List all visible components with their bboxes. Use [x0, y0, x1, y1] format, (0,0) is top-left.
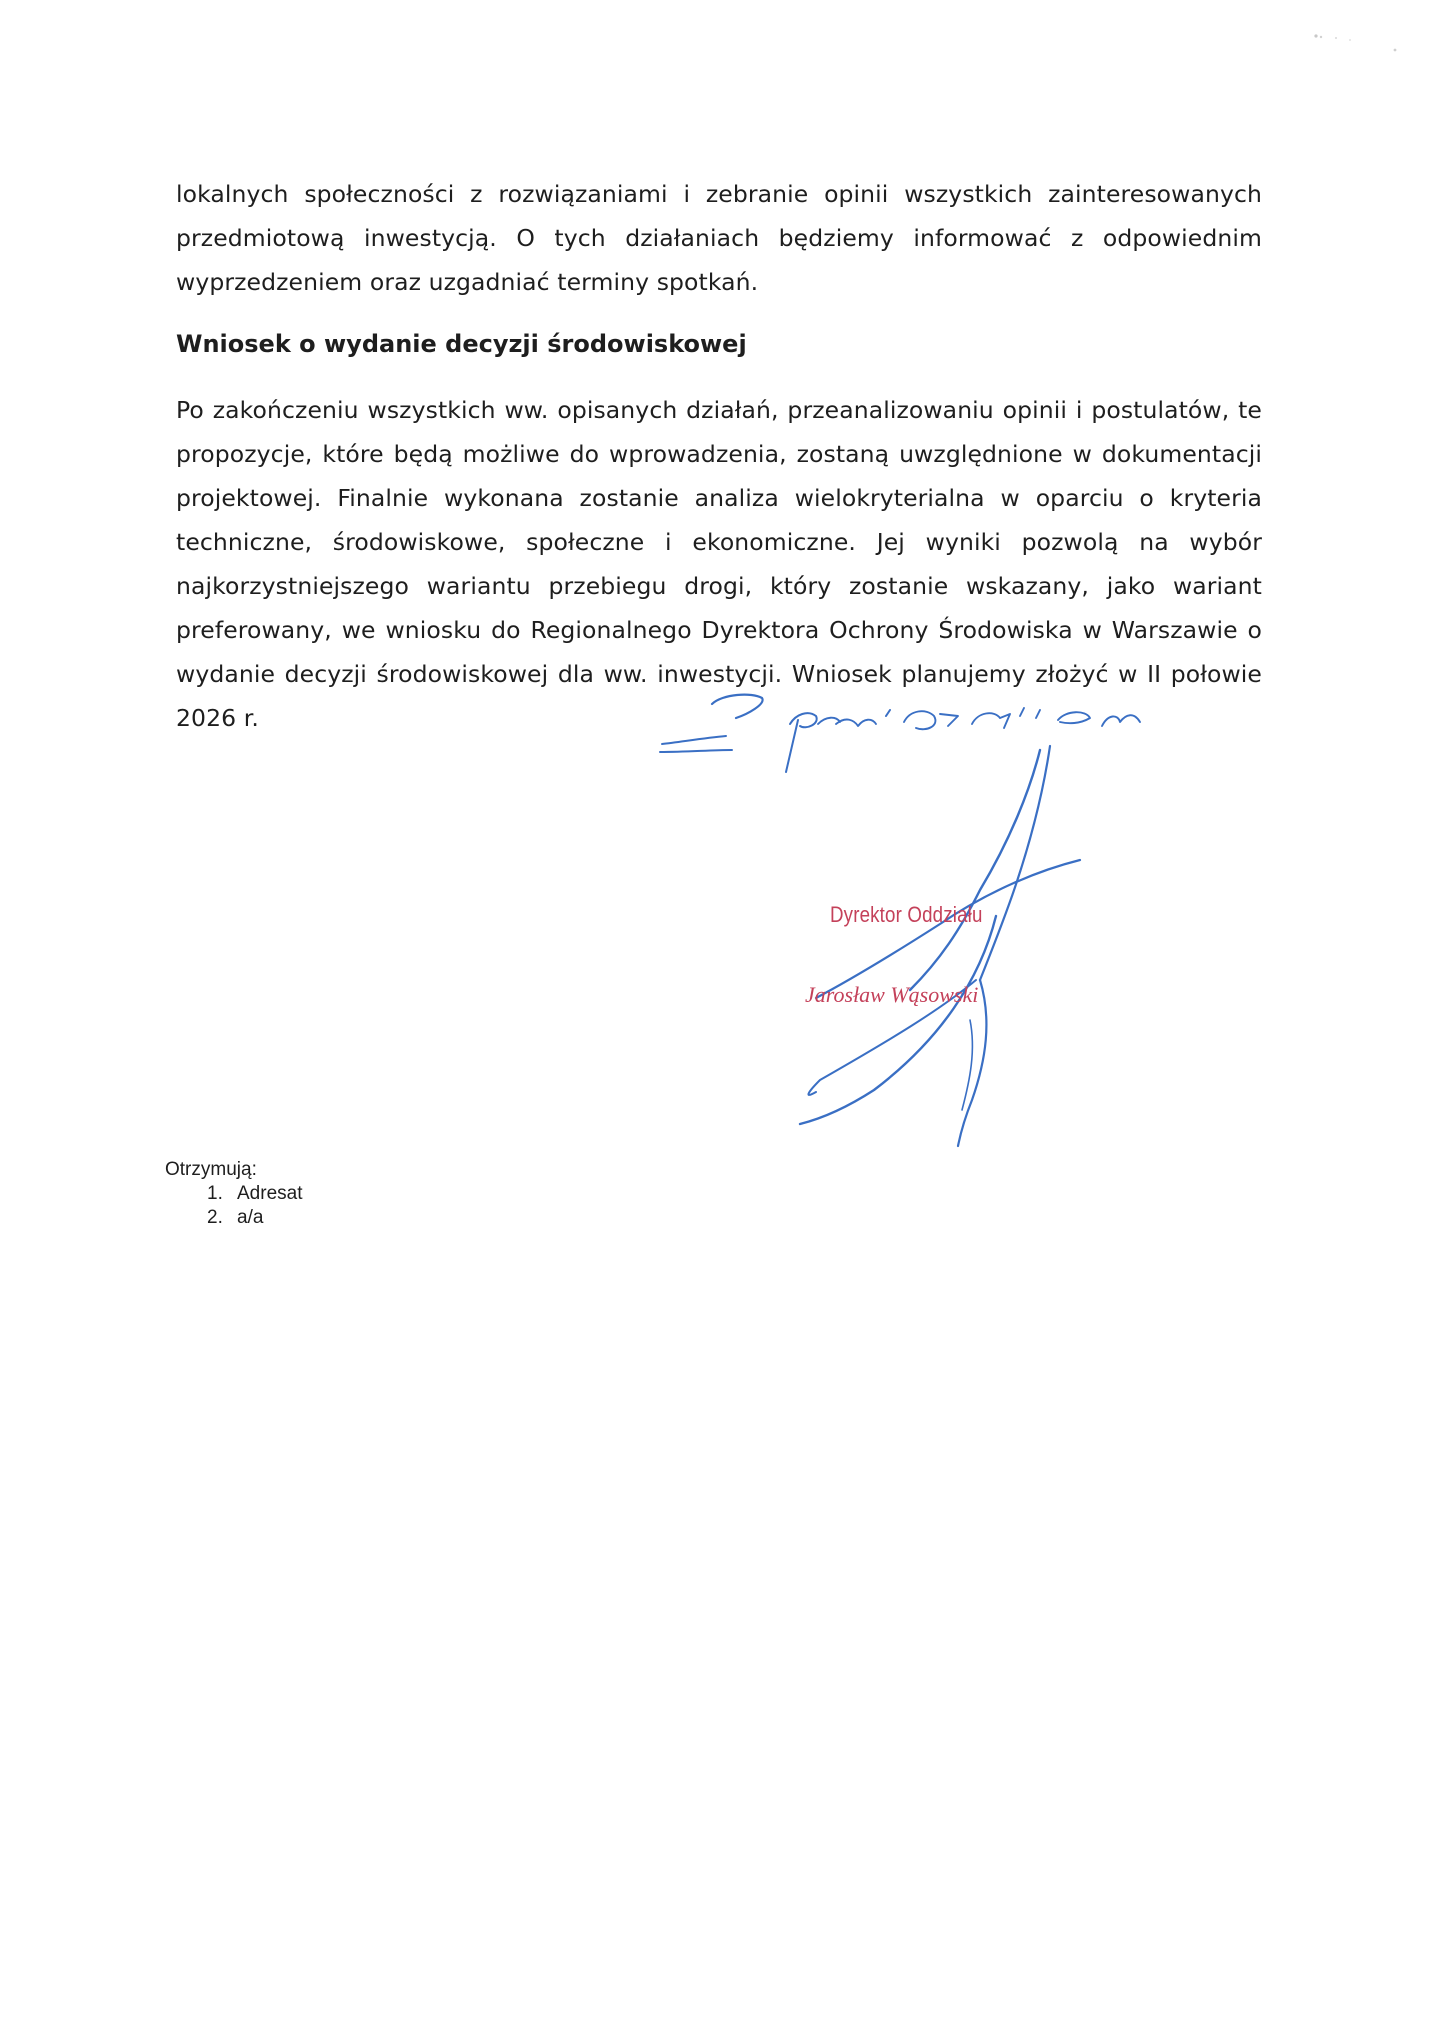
stamp-title: Dyrektor Oddziału — [830, 902, 983, 927]
list-item-number: 2. — [207, 1207, 223, 1228]
list-item-label: Adresat — [237, 1183, 303, 1204]
paragraph-consultations: lokalnych społeczności z rozwiązaniami i zebranie opinii wszystkich zainteresowanych przedmiotową inwestycją. O tych działaniach będziemy informować z odpowiednim wyprzedzeniem oraz uzgadniać terminy spotkań. — [176, 179, 1262, 296]
stamp-name: Jarosław Wąsowski — [805, 982, 979, 1007]
recipients-block — [165, 1158, 302, 1230]
paragraph-environmental-decision: Po zakończeniu wszystkich ww. opisanych działań, przeanalizowaniu opinii i postulatów, te propozycje, które będą możliwe do wprowadzenia, zostaną uwzględnione w dokumentacji projektowej. Finalnie wykonana zostanie analiza wielokryterialna w oparciu o kryteria techniczne, środowiskowe, społeczne i ekonomiczne. Jej wyniki pozwolą na wybór najkorzystniejszego wariantu przebiegu drogi, który zostanie wskazany, jako wariant preferowany, we wniosku do Regionalnego Dyrektora Ochrony Środowiska w Warszawie o wydanie decyzji środowiskowej dla ww. inwestycji. Wniosek planujemy złożyć w II połowie 2026 r. — [176, 395, 1262, 732]
list-item-label: a/a — [237, 1207, 264, 1228]
scan-specks — [1310, 28, 1410, 58]
section-heading: Wniosek o wydanie decyzji środowiskowej — [176, 330, 747, 358]
list-item-number: 1. — [207, 1183, 223, 1204]
recipients-list — [165, 1182, 302, 1230]
recipients-title: Otrzymują: — [165, 1159, 257, 1180]
list-item — [207, 1182, 302, 1206]
list-item — [207, 1206, 302, 1230]
